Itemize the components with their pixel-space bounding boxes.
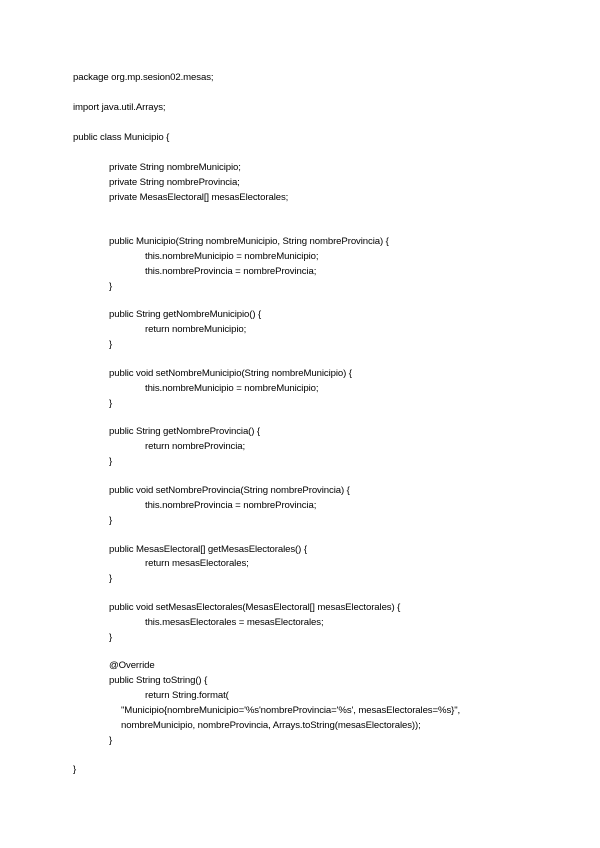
code-line-closing-brace: } xyxy=(109,573,113,584)
code-line-method-get-nombre-municipio: public String getNombreMunicipio() { xyxy=(109,309,262,320)
code-line-field-nombre-provincia: private String nombreProvincia; xyxy=(109,177,240,188)
code-line-override-annotation: @Override xyxy=(109,660,155,671)
code-line-package: package org.mp.sesion02.mesas; xyxy=(73,72,214,83)
code-line-method-body: this.mesasElectorales = mesasElectorales; xyxy=(145,617,324,628)
code-line-closing-brace: } xyxy=(109,515,113,526)
code-line-closing-brace: } xyxy=(109,456,113,467)
code-line-field-mesas-electorales: private MesasElectoral[] mesasElectorales; xyxy=(109,192,289,203)
code-line-closing-brace: } xyxy=(109,632,113,643)
code-line-class-closing-brace: } xyxy=(73,764,77,775)
code-line-closing-brace: } xyxy=(109,339,113,350)
code-line-method-set-mesas-electorales: public void setMesasElectorales(MesasElectoral[] mesasElectorales) { xyxy=(109,602,401,613)
code-line-method-get-nombre-provincia: public String getNombreProvincia() { xyxy=(109,426,261,437)
code-line-method-body: return nombreMunicipio; xyxy=(145,324,247,335)
code-line-method-get-mesas-electorales: public MesasElectoral[] getMesasElectorales() { xyxy=(109,544,307,555)
code-line-constructor-body: this.nombreMunicipio = nombreMunicipio; xyxy=(145,251,319,262)
code-line-class-declaration: public class Municipio { xyxy=(73,132,170,143)
code-line-closing-brace: } xyxy=(109,735,113,746)
code-line-format-string: "Municipio{nombreMunicipio='%s'nombreProvincia='%s', mesasElectorales=%s}", xyxy=(121,705,461,716)
code-line-field-nombre-municipio: private String nombreMunicipio; xyxy=(109,162,241,173)
code-line-method-set-nombre-provincia: public void setNombreProvincia(String nombreProvincia) { xyxy=(109,485,350,496)
code-line-constructor-body: this.nombreProvincia = nombreProvincia; xyxy=(145,266,317,277)
code-line-method-set-nombre-municipio: public void setNombreMunicipio(String nombreMunicipio) { xyxy=(109,368,352,379)
code-line-method-body: return nombreProvincia; xyxy=(145,441,246,452)
code-line-method-to-string: public String toString() { xyxy=(109,675,208,686)
code-line-import: import java.util.Arrays; xyxy=(73,102,166,113)
code-line-format-arguments: nombreMunicipio, nombreProvincia, Arrays.toString(mesasElectorales)); xyxy=(121,720,421,731)
code-line-method-body: return mesasElectorales; xyxy=(145,558,249,569)
code-line-closing-brace: } xyxy=(109,398,113,409)
code-line-method-body: this.nombreProvincia = nombreProvincia; xyxy=(145,500,317,511)
code-line-method-body: this.nombreMunicipio = nombreMunicipio; xyxy=(145,383,319,394)
code-line-constructor: public Municipio(String nombreMunicipio, String nombreProvincia) { xyxy=(109,236,389,247)
code-line-return-format: return String.format( xyxy=(145,690,229,701)
code-line-closing-brace: } xyxy=(109,281,113,292)
